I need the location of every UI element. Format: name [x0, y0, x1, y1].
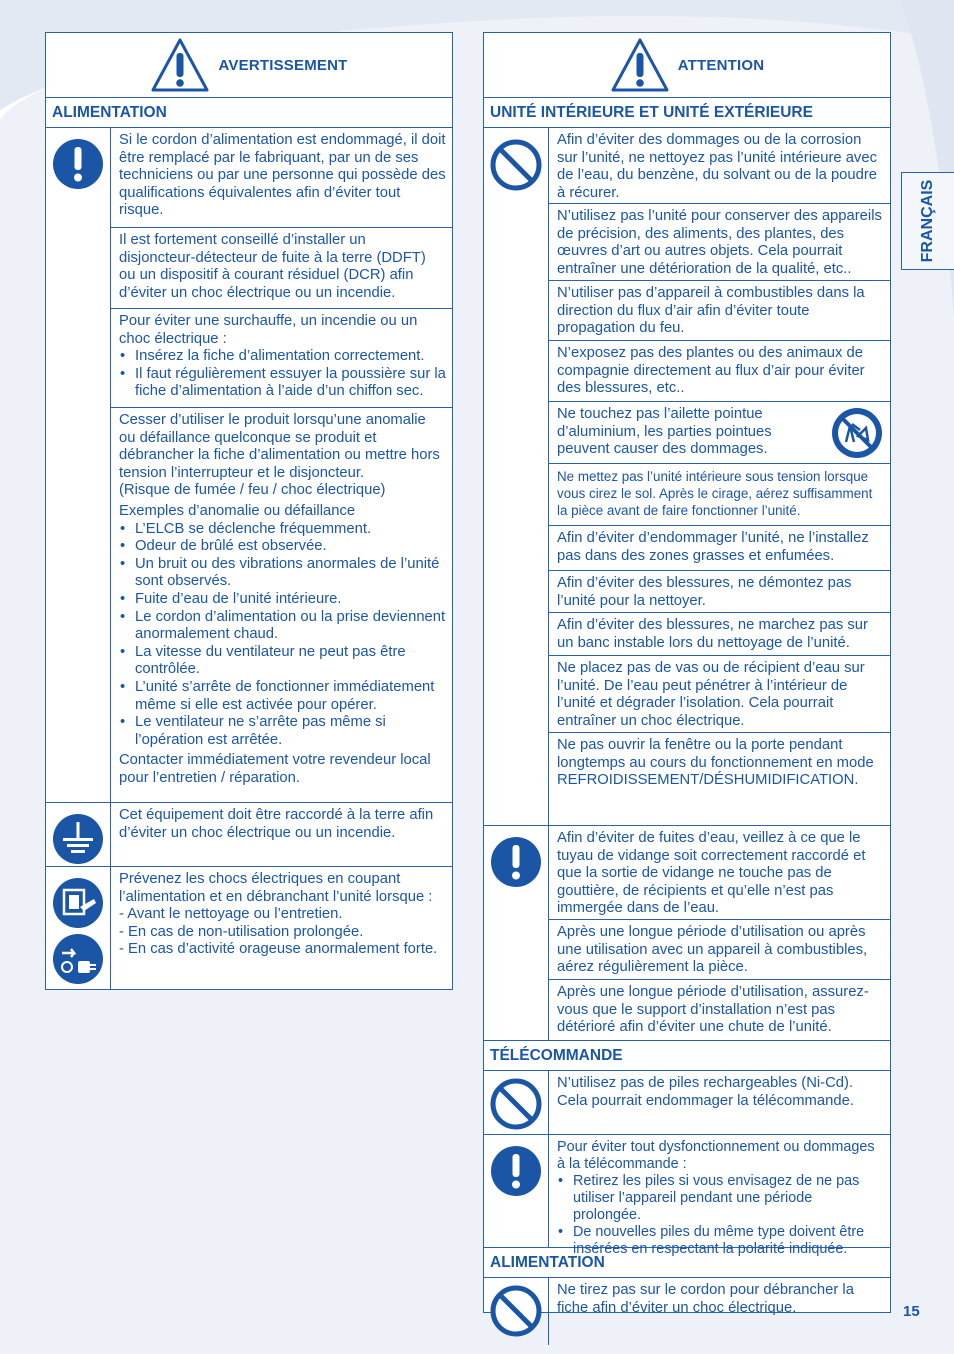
mandatory-exclamation-icon [490, 836, 542, 888]
icon-column [484, 826, 549, 1040]
section-alimentation: ALIMENTATION [484, 1248, 890, 1278]
power-prohibition-group [484, 1278, 890, 1345]
text-cell: Pour éviter une surchauffe, un incendie ou un choc électrique : • Insérez la fiche d’alimentation correctement. • Il faut régulièrement essuyer la poussière sur la fiche d’alimentation à l’aide d’un chiffon sec. [111, 309, 452, 408]
prohibition-icon [489, 138, 543, 192]
icon-column [484, 1135, 549, 1247]
text-cell: Cesser d’utiliser le produit lorsqu’une anomalie ou défaillance quelconque se produit et débrancher la fiche d’alimentation ou mettre hors tension l’interrupteur et le disjoncteur. (Risque de fumée / feu / choc électrique) Exemples d’anomalie ou défaillance • L’ELCB se déclenche fréquemment. • Odeur de brûlé est observée. • Un bruit ou des vibrations anormales de l’unité sont observés. • Fuite d’eau de l’unité intérieure. • Le cordon d’alimentation ou la prise deviennent anormalement chaud. • La vitesse du ventilateur ne peut pas être contrôlée. • L’unité s’arrête de fonctionner immédiatement même si elle est activée pour opérer. • Le ventilateur ne s’arrête pas même si l’opération est arrêtée. Contacter immédiatement votre revendeur local pour l’entretien / réparation. [111, 408, 452, 802]
remote-mandatory-group [484, 1135, 890, 1257]
icon-column [484, 1071, 549, 1134]
caution-header [484, 33, 890, 98]
text-cell: Cet équipement doit être raccordé à la terre afin d’éviter un choc électrique ou un incendie. [119, 807, 434, 841]
warning-header [46, 33, 452, 98]
section-alimentation: ALIMENTATION [46, 98, 452, 128]
text-cell: Pour éviter tout dysfonctionnement ou dommages à la télécommande : • Retirez les piles si vous envisagez de ne pas utiliser l’appareil pendant une période prolongée. • De nouvelles piles du même type doivent être insérées en respectant la polarité indiquée. [549, 1135, 890, 1260]
text-cell: Afin d’éviter d’endommager l’unité, ne l’installez pas dans des zones grasses et enfumées. [549, 526, 890, 571]
no-touch-sharp-icon [830, 406, 884, 460]
warning-triangle-icon [150, 37, 210, 93]
mandatory-exclamation-icon [490, 1145, 542, 1197]
text-cell: Ne mettez pas l’unité intérieure sous tension lorsque vous cirez le sol. Après le cirage, aérez suffisamment la pièce avant de faire fonctionner l’unité. [549, 464, 890, 526]
bullet-list: • L’ELCB se déclenche fréquemment. • Odeur de brûlé est observée. • Un bruit ou des vibrations anormales de l’unité sont observés. • Fuite d’eau de l’unité intérieure. • Le cordon d’alimentation ou la prise deviennent anormalement chaud. • La vitesse du ventilateur ne peut pas être contrôlée. • L’unité s’arrête de fonctionner immédiatement même si elle est activée pour opérer. • Le ventilateur ne s’arrête pas même si l’opération est arrêtée. [119, 521, 446, 750]
caution-title: ATTENTION [677, 56, 765, 74]
text-cell: Après une longue période d’utilisation ou après une utilisation avec un appareil à combustibles, aérez régulièrement la pièce. [549, 920, 890, 980]
caution-column [483, 32, 891, 1316]
prohibition-icon [489, 1284, 543, 1338]
icon-column [46, 803, 111, 866]
ground-group [46, 803, 452, 867]
text-cell: N’utilisez pas l’unité pour conserver des appareils de précision, des aliments, des plantes, des œuvres d’art ou autres objets. Cela pourrait entraîner une détérioration de la qualité, etc.. [549, 204, 890, 281]
switch-off-icon [52, 877, 104, 929]
text-cell: Ne tirez pas sur le cordon pour débrancher la fiche afin d’éviter un choc électrique. [557, 1282, 854, 1316]
language-tab: FRANÇAIS [901, 172, 954, 270]
page-number: 15 [903, 1303, 920, 1320]
unplug-group [46, 867, 452, 989]
text-cell: Ne pas ouvrir la fenêtre ou la porte pendant longtemps au cours du fonctionnement en mode REFROIDISSEMENT/DÉSHUMIDIFICATION. [557, 737, 874, 789]
text-cell: N’exposez pas des plantes ou des animaux de compagnie directement au flux d’air pour éviter des blessures, etc.. [549, 341, 890, 402]
warning-title: AVERTISSEMENT [218, 56, 348, 74]
text-cell: Afin d’éviter de fuites d’eau, veillez à ce que le tuyau de vidange soit correctement raccordé et que la sortie de vidange ne touche pas de gouttière, de récipients et qu’elle n’est pas immergée dans de l’eau. [549, 826, 890, 920]
text-cell: Ne touchez pas l’ailette pointue d’aluminium, les parties pointues peuvent causer des dommages. [549, 402, 890, 464]
text-cell: Il est fortement conseillé d’installer un disjoncteur-détecteur de fuite à la terre (DDFT) ou un dispositif à courant résiduel (DCR) afin d’éviter un choc électrique ou un incendie. [111, 228, 452, 309]
icon-column [46, 867, 111, 989]
ground-icon [52, 813, 104, 865]
icon-column [484, 1278, 549, 1345]
icon-column [484, 128, 549, 825]
text-cell: Afin d’éviter des blessures, ne marchez pas sur un banc instable lors du nettoyage de l’unité. [549, 613, 890, 656]
bullet-list: • Insérez la fiche d’alimentation correctement. • Il faut régulièrement essuyer la poussière sur la fiche d’alimentation à l’aide d’un chiffon sec. [119, 348, 446, 401]
text-cell: Afin d’éviter des dommages ou de la corrosion sur l’unité, ne nettoyez pas l’unité intérieure avec de l’eau, du benzène, du solvant ou de la poudre à récurer. [549, 128, 890, 204]
power-warnings-group [46, 128, 452, 803]
indoor-prohibitions-group [484, 128, 890, 826]
section-remote-control: TÉLÉCOMMANDE [484, 1041, 890, 1071]
icon-column [46, 128, 111, 802]
remote-prohibition-group [484, 1071, 890, 1135]
prohibition-icon [489, 1077, 543, 1131]
indoor-mandatory-group [484, 826, 890, 1041]
unplug-icon [52, 933, 104, 985]
mandatory-exclamation-icon [52, 138, 104, 190]
warning-triangle-icon [610, 37, 670, 93]
text-cell: Après une longue période d’utilisation, assurez-vous que le support d’installation n’est pas détérioré afin d’éviter une chute de l’unité. [557, 984, 869, 1036]
text-cell: N’utilisez pas de piles rechargeables (Ni-Cd). Cela pourrait endommager la télécommande. [557, 1075, 854, 1109]
bullet-list: • Retirez les piles si vous envisagez de ne pas utiliser l’appareil pendant une période prolongée. • De nouvelles piles du même type doivent être insérées en respectant la polarité indiquée. [557, 1173, 884, 1258]
text-cell: Afin d’éviter des blessures, ne démontez pas l’unité pour la nettoyer. [549, 571, 890, 613]
text-cell: Ne placez pas de vas ou de récipient d’eau sur l’unité. De l’eau peut pénétrer à l’intérieur de l’unité et dégrader l’isolation. Cela pourrait entraîner un choc électrique. [549, 656, 890, 733]
section-indoor-outdoor: UNITÉ INTÉRIEURE ET UNITÉ EXTÉRIEURE [484, 98, 890, 128]
warning-column [45, 32, 453, 990]
text-cell: Prévenez les chocs électriques en coupant l’alimentation et en débranchant l’unité lorsque : - Avant le nettoyage ou l’entretien. - En cas de non-utilisation prolongée. - En cas d’activité orageuse anormalement forte. [119, 871, 438, 958]
text-cell: Si le cordon d’alimentation est endommagé, il doit être remplacé par le fabriquant, par un de ses techniciens ou par une personne qui possède des qualifications équivalentes afin d’éviter tout risque. [111, 128, 452, 228]
text-cell: N’utiliser pas d’appareil à combustibles dans la direction du flux d’air afin d’éviter toute propagation du feu. [549, 281, 890, 341]
